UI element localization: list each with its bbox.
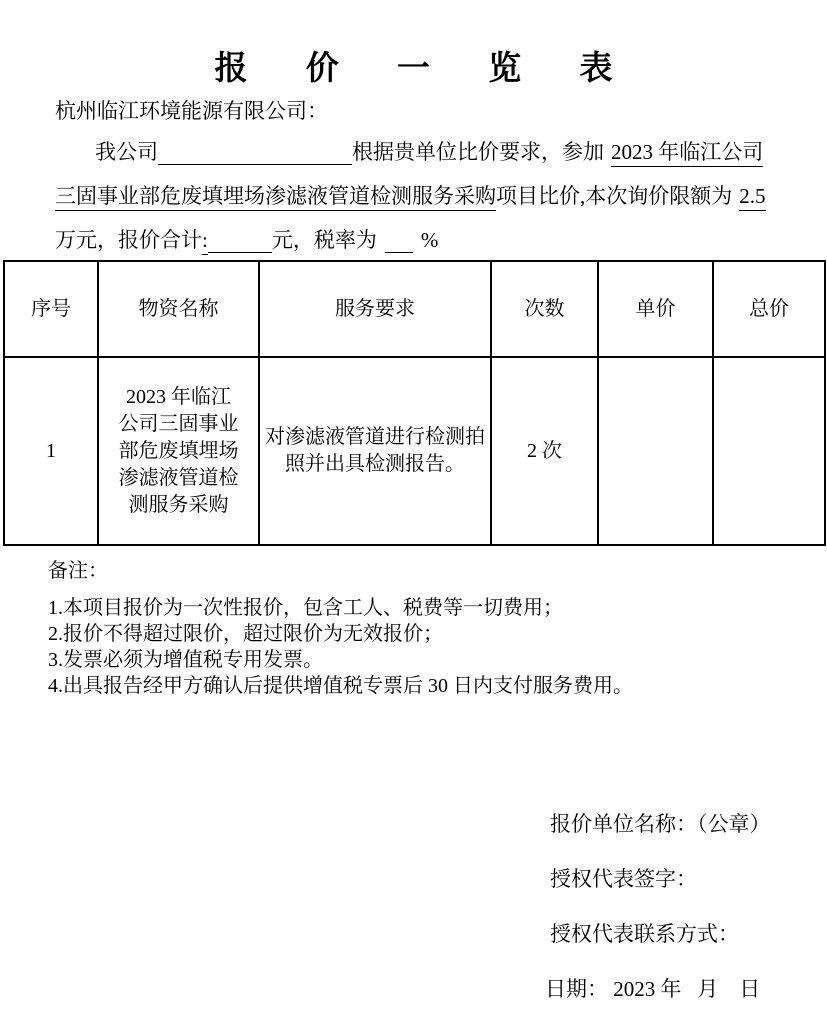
project-year-underlined: 2023 年临江公司 [611,140,763,167]
total-price-blank[interactable] [208,252,272,253]
limit-value-underlined: 2.5 [739,184,765,211]
quotation-table [3,260,826,546]
intro-paragraph [55,130,780,262]
cell-unit-price[interactable] [598,357,713,545]
table-row [4,357,825,545]
header-item-name: 物资名称 [98,261,259,357]
tax-rate-blank[interactable] [385,252,413,253]
header-service-requirement: 服务要求 [259,261,491,357]
signature-date-line: 日期： 2023 年 月 日 [545,977,761,1001]
mid-text: 项目比价,本次询价限额为 [496,184,733,208]
addressee-line: 杭州临江环境能源有限公司： [55,99,328,123]
cell-item-name [98,357,259,545]
header-total-price: 总价 [713,261,825,357]
company-prefix-text: 我公司 [95,140,158,164]
header-index: 序号 [4,261,98,357]
intro-line-2 [55,174,780,218]
note-item-2: 2.报价不得超过限价，超过限价为无效报价； [48,623,443,645]
note-item-4: 4.出具报告经甲方确认后提供增值税专票后 30 日内支付服务费用。 [48,675,633,697]
company-name-blank[interactable] [158,164,352,165]
service-requirement-text: 对渗滤液管道进行检测拍照并出具检测报告。 [265,426,485,475]
line3-mid-text: 元，税率为 [271,228,377,252]
percent-sign: % [420,228,439,252]
signature-contact-line: 授权代表联系方式： [550,922,739,946]
signature-representative-line: 授权代表签字： [550,867,697,891]
signature-company-line: 报价单位名称：（公章） [550,812,771,836]
intro-line-1 [55,130,780,174]
page-title: 报 价 一 览 表 [214,51,638,87]
table-header-row [4,261,825,357]
notes-section [48,558,633,699]
signature-block [545,797,771,1013]
note-item-1: 1.本项目报价为一次性报价，包含工人、税费等一切费用； [48,597,563,619]
cell-total-price[interactable] [713,357,825,545]
header-times: 次数 [491,261,598,357]
item-name-text: 2023 年临江公司三固事业部危废填埋场渗滤液管道检测服务采购 [118,385,239,516]
total-colon: : [202,228,208,255]
notes-label: 备注： [48,560,108,582]
intro-line-3 [55,218,780,262]
cell-times: 2 次 [491,357,598,545]
cell-index: 1 [4,357,98,545]
project-name-underlined: 三固事业部危废填埋场渗滤液管道检测服务采购 [55,184,496,211]
line3-pre-text: 万元，报价合计 [55,228,202,252]
header-unit-price: 单价 [598,261,713,357]
cell-service-requirement [259,357,491,545]
note-item-3: 3.发票必须为增值税专用发票。 [48,649,323,671]
after-blank-text: 根据贵单位比价要求，参加 [352,140,604,164]
